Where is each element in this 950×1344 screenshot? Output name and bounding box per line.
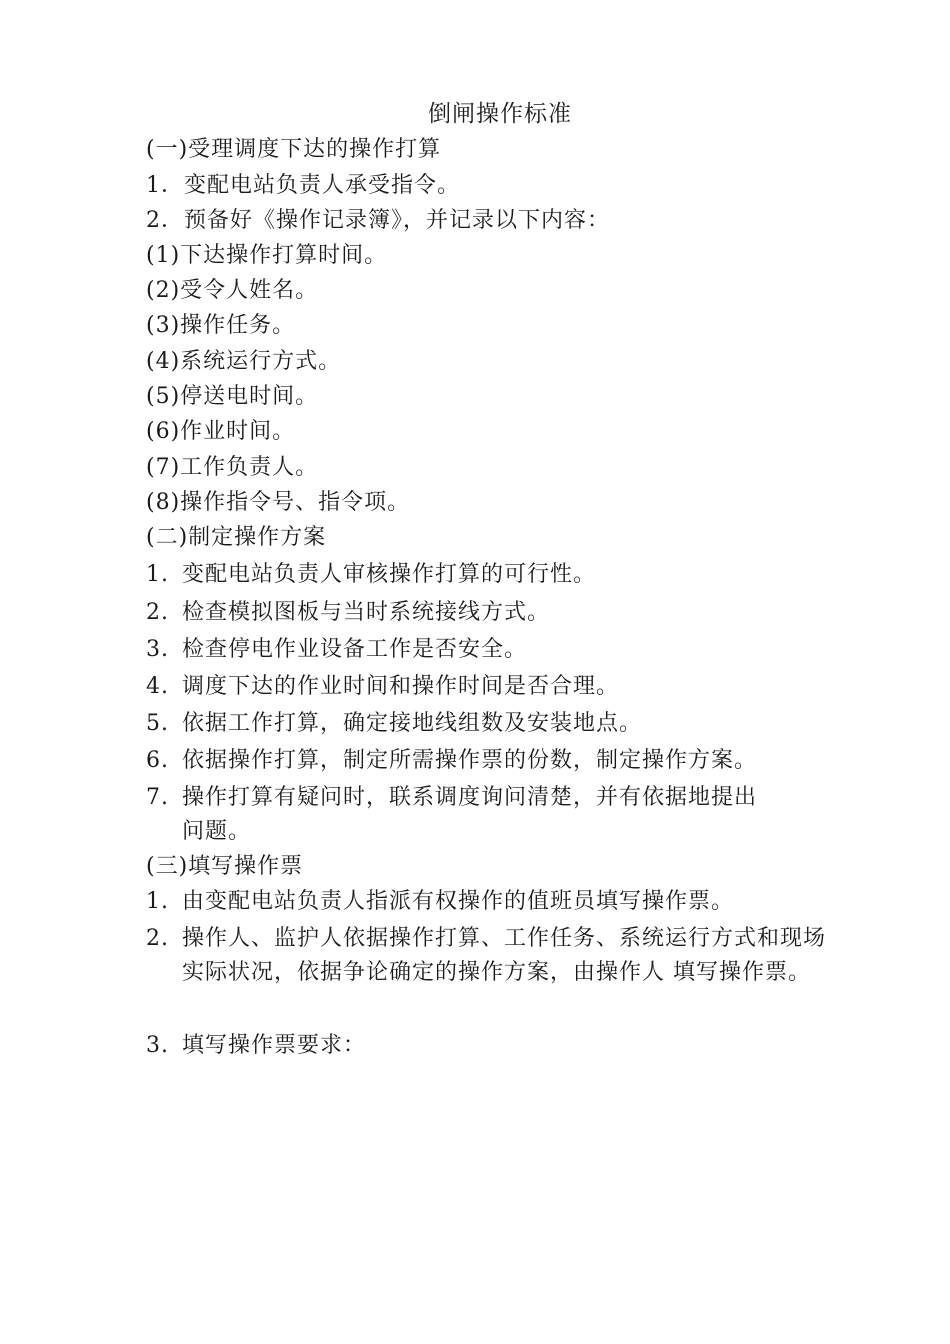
list-item	[146, 707, 826, 741]
item-number: 7.	[146, 785, 169, 810]
item-number: 3.	[146, 637, 169, 662]
list-item	[146, 781, 766, 849]
item-number: 4.	[146, 674, 169, 699]
item-number: 3.	[146, 1033, 169, 1058]
list-item	[146, 633, 826, 667]
list-item	[146, 596, 826, 630]
list-item	[146, 670, 826, 704]
item-text: 操作人、监护人依据操作打算、工作任务、系统运行方式和现场实际状况，依据争论确定的操作方案，由操作人 填写操作票。	[182, 926, 827, 985]
list-item: (4)系统运行方式。	[146, 349, 342, 374]
list-item: (8)操作指令号、指令项。	[146, 490, 411, 515]
list-item: (3)操作任务。	[146, 313, 296, 338]
item-text: 变配电站负责人审核操作打算的可行性。	[182, 562, 597, 587]
item-text: 调度下达的作业时间和操作时间是否合理。	[182, 674, 620, 699]
item-number: 2.	[146, 926, 169, 951]
list-item	[146, 1029, 826, 1063]
section-heading-1: (一)受理调度下达的操作打算	[146, 137, 442, 162]
item-number: 6.	[146, 748, 169, 773]
item-text: 由变配电站负责人指派有权操作的值班员填写操作票。	[182, 889, 735, 914]
item-text: 检查停电作业设备工作是否安全。	[182, 637, 528, 662]
list-item	[146, 885, 826, 919]
list-item: (7)工作负责人。	[146, 455, 319, 480]
item-text: 操作打算有疑问时，联系调度询问清楚，并有依据地提出问题。	[182, 785, 758, 844]
item-number: 2.	[146, 600, 169, 625]
section-heading-2: (二)制定操作方案	[146, 525, 327, 550]
item-number: 5.	[146, 711, 169, 736]
document-title: 倒闸操作标准	[428, 101, 572, 127]
item-number: 1.	[146, 562, 169, 587]
list-item: (1)下达操作打算时间。	[146, 243, 388, 268]
list-item: (2)受令人姓名。	[146, 278, 319, 303]
paragraph: 2．预备好《操作记录簿》，并记录以下内容：	[146, 208, 610, 233]
item-text: 填写操作票要求：	[182, 1033, 367, 1058]
item-text: 依据操作打算，制定所需操作票的份数，制定操作方案。	[182, 748, 758, 773]
item-number: 1.	[146, 889, 169, 914]
list-item	[146, 558, 826, 592]
list-item	[146, 744, 826, 778]
item-text: 检查模拟图板与当时系统接线方式。	[182, 600, 551, 625]
item-text: 依据工作打算，确定接地线组数及安装地点。	[182, 711, 643, 736]
list-item: (5)停送电时间。	[146, 384, 319, 409]
paragraph: 1．变配电站负责人承受指令。	[146, 173, 460, 198]
list-item	[146, 922, 826, 990]
section-heading-3: (三)填写操作票	[146, 854, 304, 879]
list-item: (6)作业时间。	[146, 419, 296, 444]
